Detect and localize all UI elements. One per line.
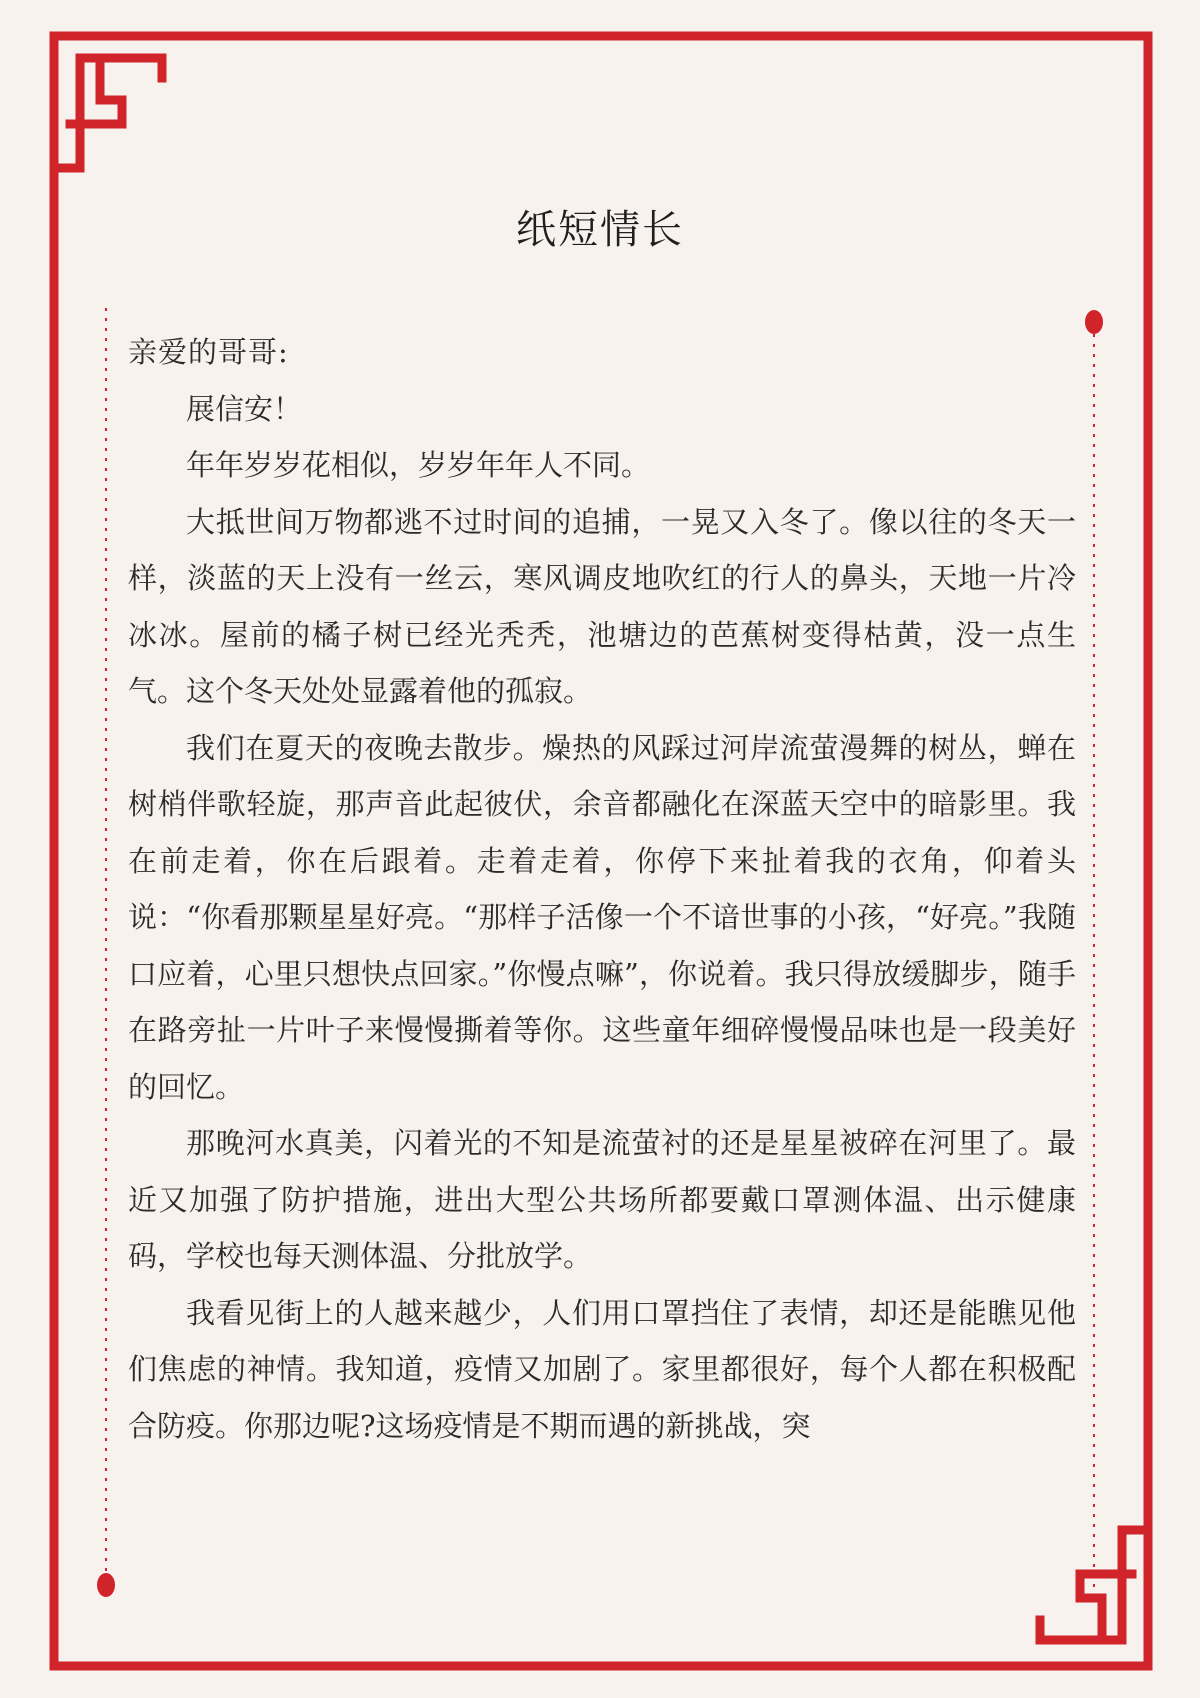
letter-paragraph: 那晚河水真美，闪着光的不知是流萤衬的还是星星被碎在河里了。最近又加强了防护措施，进出大型公共场所都要戴口罩测体温、出示健康码，学校也每天测体温、分批放学。 (128, 1126, 1076, 1273)
corner-ornament-top-left (62, 58, 162, 168)
letter-paragraph: 年年岁岁花相似，岁岁年年人不同。 (186, 448, 651, 482)
right-bead (1085, 310, 1103, 334)
left-bead (97, 1573, 115, 1597)
letter-greeting: 亲爱的哥哥: (128, 335, 289, 369)
letter-paragraph: 我们在夏天的夜晚去散步。燥热的风踩过河岸流萤漫舞的树丛，蝉在树梢伴歌轻旋，那声音此起彼伏，余音都融化在深蓝天空中的暗影里。我在前走着，你在后跟着。走着走着，你停下来扯着我的衣角，仰着头说：“你看那颗星星好亮。“那样子活像一个不谙世事的小孩，“好亮。”我随口应着，心里只想快点回家。”你慢点嘛”，你说着。我只得放缓脚步，随手在路旁扯一片叶子来慢慢撕着等你。这些童年细碎慢慢品味也是一段美好的回忆。 (128, 730, 1076, 1104)
letter-paragraph: 大抵世间万物都逃不过时间的追捕，一晃又入冬了。像以往的冬天一样，淡蓝的天上没有一丝云，寒风调皮地吹红的行人的鼻头，天地一片冷冰冰。屋前的橘子树已经光秃秃，池塘边的芭蕉树变得枯黄，没一点生气。这个冬天处处显露着他的孤寂。 (128, 504, 1076, 708)
page-title: 纸短情长 (516, 207, 684, 253)
corner-ornament-bottom-right (1040, 1530, 1140, 1640)
letter-body (128, 324, 1076, 1454)
letter-paragraph: 展信安！ (186, 391, 303, 426)
letter-paragraph: 我看见街上的人越来越少，人们用口罩挡住了表情，却还是能瞧见他们焦虑的神情。我知道，疫情又加剧了。家里都很好，每个人都在积极配合防疫。你那边呢?这场疫情是不期而遇的新挑战，突 (128, 1295, 1076, 1443)
